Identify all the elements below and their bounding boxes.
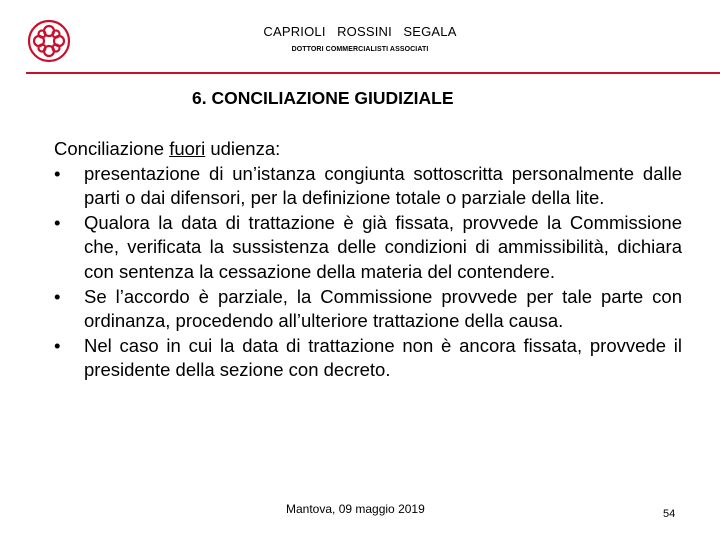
bullet-text: Se l’accordo è parziale, la Commissione provvede per tale parte con ordinanza, procedendo all’ulteriore trattazione della causa. <box>84 285 682 332</box>
bullet-item <box>54 334 682 383</box>
bullet-item <box>54 211 682 285</box>
bullet-item <box>54 162 682 211</box>
page-number: 54 <box>663 508 676 520</box>
header-divider <box>26 72 720 74</box>
slide-body <box>54 137 682 383</box>
bullet-list <box>54 162 682 383</box>
bullet-text: Qualora la data di trattazione è già fissata, provvede la Commissione che, verificata la sussistenza delle condizioni di ammissibilità, dichiara con sentenza la cessazione della materia del contendere. <box>84 211 682 282</box>
intro-underlined-word: fuori <box>169 138 206 159</box>
bullet-text: presentazione di un’istanza congiunta sottoscritta personalmente dalle parti o dai difensori, per la definizione totale o parziale della lite. <box>84 162 682 209</box>
bullet-text: Nel caso in cui la data di trattazione non è ancora fissata, provvede il presidente della sezione con decreto. <box>84 334 682 381</box>
intro-prefix: Conciliazione <box>54 138 170 159</box>
firm-name: CAPRIOLI ROSSINI SEGALA <box>263 24 457 39</box>
bullet-marker: • <box>54 162 61 184</box>
slide-title: 6. CONCILIAZIONE GIUDIZIALE <box>192 88 454 108</box>
bullet-marker: • <box>54 211 61 233</box>
intro-suffix: udienza: <box>205 138 281 159</box>
intro-line <box>54 137 682 162</box>
bullet-marker: • <box>54 334 61 356</box>
footer-place-date: Mantova, 09 maggio 2019 <box>286 502 425 516</box>
firm-subtitle: DOTTORI COMMERCIALISTI ASSOCIATI <box>291 46 429 53</box>
bullet-item <box>54 285 682 334</box>
bullet-marker: • <box>54 285 61 307</box>
